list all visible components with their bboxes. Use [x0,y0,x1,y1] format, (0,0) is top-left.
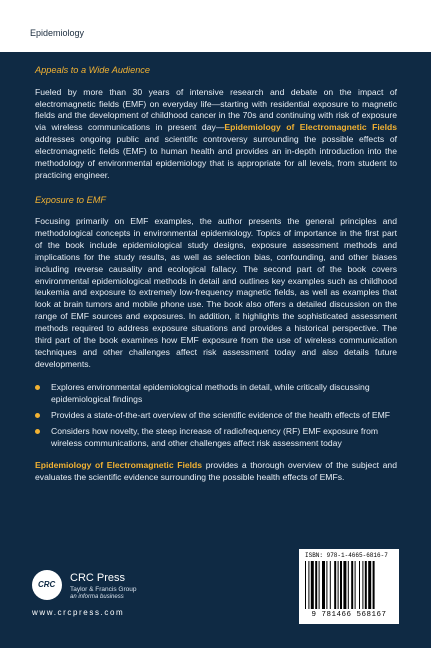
bullet-dot-icon [35,413,40,418]
bullet-dot-icon [35,385,40,390]
bullet-dot-icon [35,429,40,434]
section-heading-audience: Appeals to a Wide Audience [35,65,151,75]
audience-text-end: addresses ongoing public and scientific controversy surrounding the possible effects of electromagnetic fields (EMF) to human health and provides an in-depth introduction into the methodology of environmental epidemiology that is appropriate for all levels, from student to practicing engineer. [35,134,397,180]
barcode-icon [305,561,393,609]
top-banner [0,0,431,52]
back-cover-text [35,64,397,495]
bullet-item [35,426,397,450]
section-heading-exposure: Exposure to EMF [35,194,106,205]
audience-paragraph [35,87,397,182]
exposure-paragraph: Focusing primarily on EMF examples, the author presents the general principles and methodological concepts in environmental epidemiology. Topics of importance in the first part of the book include epidemiological study designs, exposure assessment methods and implications for the study results, as well as selection bias, confounding, and other biases including reverse causality and ecological fallacy. The second part of the book covers environmental epidemiological methods in detail and outlines key examples such as childhood leukemia and exposure to extremely low-frequency magnetic fields, as well as examples that look at brain tumors and mobile phone use. The book also offers a detailed discussion on the range of EMF sources and exposures. In addition, it highlights the sophisticated assessment methods required to address exposure situations and provides a historical perspective. The third part of the book examines how EMF exposure from the use of wireless communication techniques and other challenges affect risk assessment today and also details future developments. [35,216,397,369]
isbn-barcode [299,549,399,624]
publisher-name: CRC Press [70,572,126,584]
publisher-tagline: an informa business [70,594,124,600]
closing-paragraph [35,460,397,484]
category-label: Epidemiology [30,28,85,38]
barcode-number: 9 781466 568167 [311,611,387,619]
feature-bullet-list [35,382,397,449]
publisher-url: www.crcpress.com [32,608,125,617]
book-title-highlight: Epidemiology of Electromagnetic Fields [224,122,397,133]
bullet-item [35,410,397,422]
bullet-text: Explores environmental epidemiological methods in detail, while critically discussing epidemiological findings [51,382,370,405]
bullet-text: Considers how novelty, the steep increase of radiofrequency (RF) EMF exposure from wireless communications, and other challenges affect risk assessment today [51,426,379,448]
publisher-group: Taylor & Francis Group [70,586,137,593]
bullet-text: Provides a state-of-the-art overview of the scientific evidence of the health effects of EMF [51,410,390,421]
publisher-block [32,570,182,630]
crc-logo-icon: CRC [32,570,62,600]
audience-text-start: Fueled by more than 30 years of intensive research and debate on the impact of electromagnetic fields (EMF) on everyday life—starting with residential exposure to magnetic fields and the development of childhood cancer in the 70s and continuing with risk of exposure via wireless communications in present day— [35,86,397,133]
closing-book-title: Epidemiology of Electromagnetic Fields [35,459,203,470]
bullet-item [35,382,397,406]
closing-text: provides a thorough overview of the subject and evaluates the scientific evidence surrounding the possible health effects of EMFs. [35,459,397,482]
isbn-label: ISBN: 978-1-4665-6816-7 [305,552,388,559]
